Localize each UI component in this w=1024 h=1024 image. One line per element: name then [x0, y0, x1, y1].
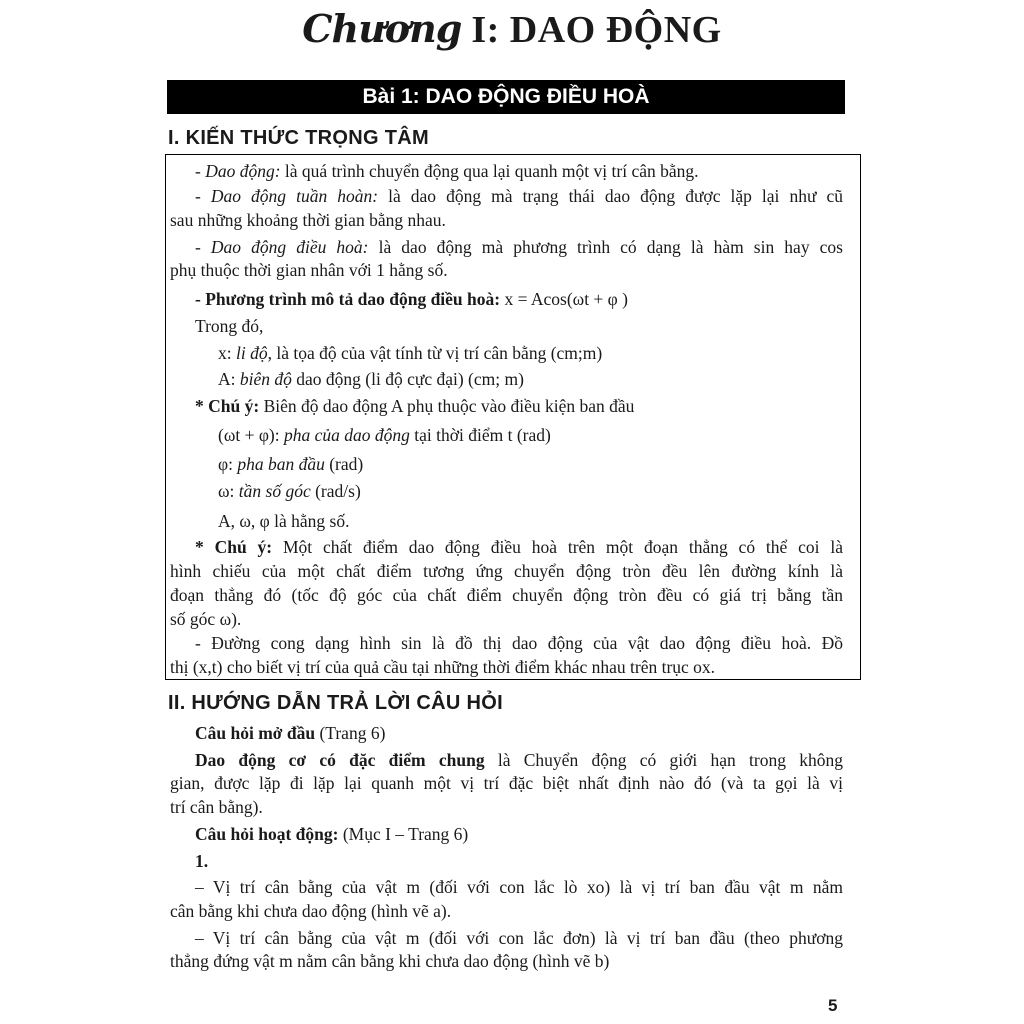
text-line: sau những khoảng thời gian bằng nhau. [170, 210, 446, 230]
term: - Dao động điều hoà: [195, 237, 369, 257]
text-line: cân bằng khi chưa dao động (hình vẽ a). [170, 901, 452, 921]
text-line: (ωt + φ): pha của dao động tại thời điểm t (rad) [218, 425, 551, 445]
lesson-banner: Bài 1: DAO ĐỘNG ĐIỀU HOÀ [167, 80, 845, 114]
text-line: – Vị trí cân bằng của vật m (đối với con lắc lò xo) là vị trí ban đầu vật m nằm [195, 877, 843, 897]
text-line: thị (x,t) cho biết vị trí của quả cầu tại những thời điểm khác nhau trên trục ox. [170, 657, 716, 677]
note-label: * Chú ý: [195, 396, 260, 416]
text-line: * Chú ý: Biên độ dao động A phụ thuộc vào điều kiện ban đầu [195, 396, 635, 416]
text-line: Câu hỏi mở đầu (Trang 6) [195, 723, 386, 743]
text-line: Câu hỏi hoạt động: (Mục I – Trang 6) [195, 824, 469, 844]
text-line: - Dao động tuần hoàn: là dao động mà trạng thái dao động được lặp lại như cũ [195, 186, 843, 206]
text-line: số góc ω). [170, 609, 242, 629]
text-line: Dao động cơ có đặc điểm chung là Chuyển động có giới hạn trong không [195, 750, 843, 770]
text-line: x: li độ, là tọa độ của vật tính từ vị trí cân bằng (cm;m) [218, 343, 603, 363]
text-line: gian, được lặp đi lặp lại quanh một vị trí đặc biệt nhất định nào đó (và ta gọi là vị [170, 773, 843, 793]
chapter-prefix: Chương [302, 6, 462, 51]
text-line: đoạn thẳng đó (tốc độ góc của chất điểm chuyển động tròn đều có giá trị bằng tần [170, 585, 843, 605]
page-number: 5 [828, 996, 838, 1015]
text-line: * Chú ý: Một chất điểm dao động điều hoà trên một đoạn thẳng có thể coi là [195, 537, 843, 557]
text-line: - Phương trình mô tả dao động điều hoà: x = Acos(ωt + φ ) [195, 289, 628, 309]
text-line: thẳng đứng vật m nằm cân bằng khi chưa dao động (hình vẽ b) [170, 951, 610, 971]
note-label: * Chú ý: [195, 537, 273, 557]
text-line: - Dao động: là quá trình chuyển động qua lại quanh một vị trí cân bằng. [195, 161, 699, 181]
chapter-title [0, 6, 1024, 52]
text-line: Trong đó, [195, 316, 264, 336]
text-line: - Dao động điều hoà: là dao động mà phương trình có dạng là hàm sin hay cos [195, 237, 843, 257]
text-line: phụ thuộc thời gian nhân với 1 hằng số. [170, 260, 448, 280]
text-line: - Đường cong dạng hình sin là đồ thị dao động của vật dao động điều hoà. Đồ [195, 633, 843, 653]
text-line: – Vị trí cân bằng của vật m (đối với con lắc đơn) là vị trí ban đầu (theo phương [195, 928, 843, 948]
term: - Dao động: [195, 161, 281, 181]
text-line: trí cân bằng). [170, 797, 263, 817]
term: - Dao động tuần hoàn: [195, 186, 379, 206]
text-line: 1. [195, 851, 209, 871]
term: - Phương trình mô tả dao động điều hoà: [195, 289, 501, 309]
text-line: hình chiếu của một chất điểm tương ứng chuyển động tròn đều lên đường kính là [170, 561, 843, 581]
text-line: A, ω, φ là hằng số. [218, 511, 350, 531]
text-line: ω: tần số góc (rad/s) [218, 481, 361, 501]
chapter-title-text: I: DAO ĐỘNG [471, 9, 722, 51]
section-heading-answers: II. HƯỚNG DẪN TRẢ LỜI CÂU HỎI [168, 692, 503, 714]
text-line: φ: pha ban đầu (rad) [218, 454, 364, 474]
text-line: A: biên độ dao động (li độ cực đại) (cm; m) [218, 369, 524, 389]
section-heading-knowledge: I. KIẾN THỨC TRỌNG TÂM [168, 127, 429, 149]
